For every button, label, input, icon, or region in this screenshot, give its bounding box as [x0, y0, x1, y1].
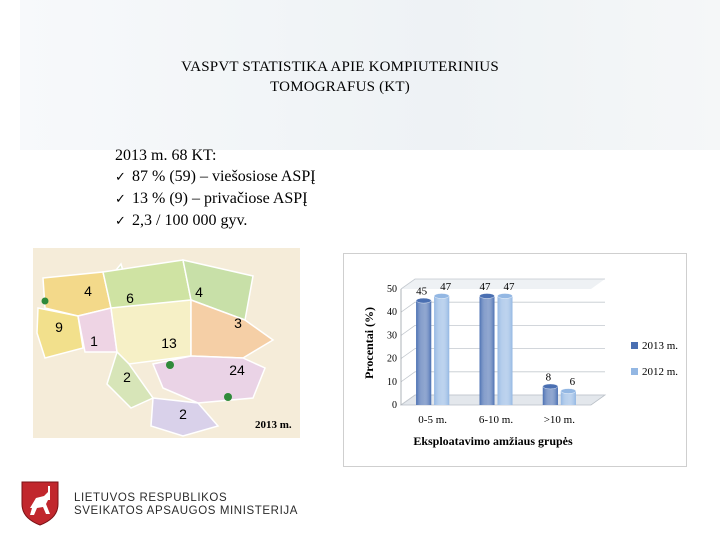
data-label: 8 [545, 371, 552, 384]
y-axis-label: Procentai (%) [362, 306, 376, 380]
data-label: 47 [479, 280, 491, 293]
bar-cap [543, 384, 558, 389]
region-count: 4 [84, 283, 92, 299]
checkmark-icon: ✓ [115, 192, 126, 207]
region-count: 13 [161, 335, 177, 351]
y-tick-label: 0 [392, 400, 397, 411]
bar-shade [480, 296, 495, 405]
legend-swatch [631, 342, 638, 349]
data-label: 6 [569, 376, 576, 389]
y-tick-label: 40 [387, 307, 397, 319]
ministry-name [74, 492, 298, 517]
x-tick-label: 6-10 m. [478, 414, 514, 426]
region-count: 2 [179, 406, 187, 422]
data-label: 45 [416, 285, 428, 298]
bar-cap [434, 293, 449, 298]
summary-bullet-text: 13 % (9) – privačiose ASPĮ [132, 190, 308, 207]
bar-cap [498, 293, 513, 298]
city-marker [166, 361, 174, 369]
title-line-1: VASPVT STATISTIKA APIE KOMPIUTERINIUS [181, 59, 499, 75]
ministry-line-2: SVEIKATOS APSAUGOS MINISTERIJA [74, 504, 298, 517]
coat-of-arms-icon [16, 478, 64, 526]
sword [48, 486, 50, 500]
region-count: 3 [234, 315, 242, 331]
bar-cap [416, 298, 431, 303]
checkmark-icon: ✓ [115, 214, 126, 229]
bar-shade [434, 296, 449, 405]
y-tick-label: 10 [387, 376, 397, 388]
map-region [43, 272, 111, 316]
summary-bullet [115, 188, 316, 210]
slide-title [90, 57, 590, 97]
summary-bullet [115, 166, 316, 188]
map-year-label: 2013 m. [255, 419, 292, 431]
legend-label: 2012 m. [642, 366, 679, 378]
summary-block [115, 145, 316, 232]
data-label: 47 [503, 280, 515, 293]
bar-chart [343, 253, 687, 467]
bar-cap [561, 389, 576, 394]
summary-bullet [115, 210, 316, 232]
checkmark-icon: ✓ [115, 170, 126, 185]
x-tick-label: 0-5 m. [418, 414, 448, 426]
region-count: 1 [90, 333, 98, 349]
data-label: 47 [440, 280, 452, 293]
summary-heading: 2013 m. 68 KT: [115, 147, 217, 164]
y-tick-label: 20 [387, 353, 397, 365]
bar-shade [543, 386, 558, 405]
summary-bullet-text: 87 % (59) – viešosiose ASPĮ [132, 168, 316, 185]
title-line-2: TOMOGRAFUS (KT) [270, 79, 410, 95]
legend-label: 2013 m. [642, 340, 679, 352]
ministry-line-1: LIETUVOS RESPUBLIKOS [74, 492, 228, 504]
y-tick-label: 50 [387, 284, 397, 295]
city-marker [224, 393, 232, 401]
bar-shade [416, 301, 431, 405]
summary-bullet-text: 2,3 / 100 000 gyv. [132, 212, 248, 229]
region-count: 2 [123, 369, 131, 385]
x-axis-label: Eksploatavimo amžiaus grupės [413, 434, 573, 448]
legend-swatch [631, 368, 638, 375]
city-marker [42, 298, 49, 305]
x-tick-label: >10 m. [543, 414, 575, 426]
region-count: 9 [55, 319, 63, 335]
bar-shade [498, 296, 513, 405]
region-count: 24 [229, 362, 245, 378]
region-count: 4 [195, 284, 203, 300]
map-region [111, 300, 191, 364]
county-map [33, 248, 300, 438]
region-count: 6 [126, 290, 134, 306]
bar-cap [480, 293, 495, 298]
y-tick-label: 30 [387, 330, 397, 342]
